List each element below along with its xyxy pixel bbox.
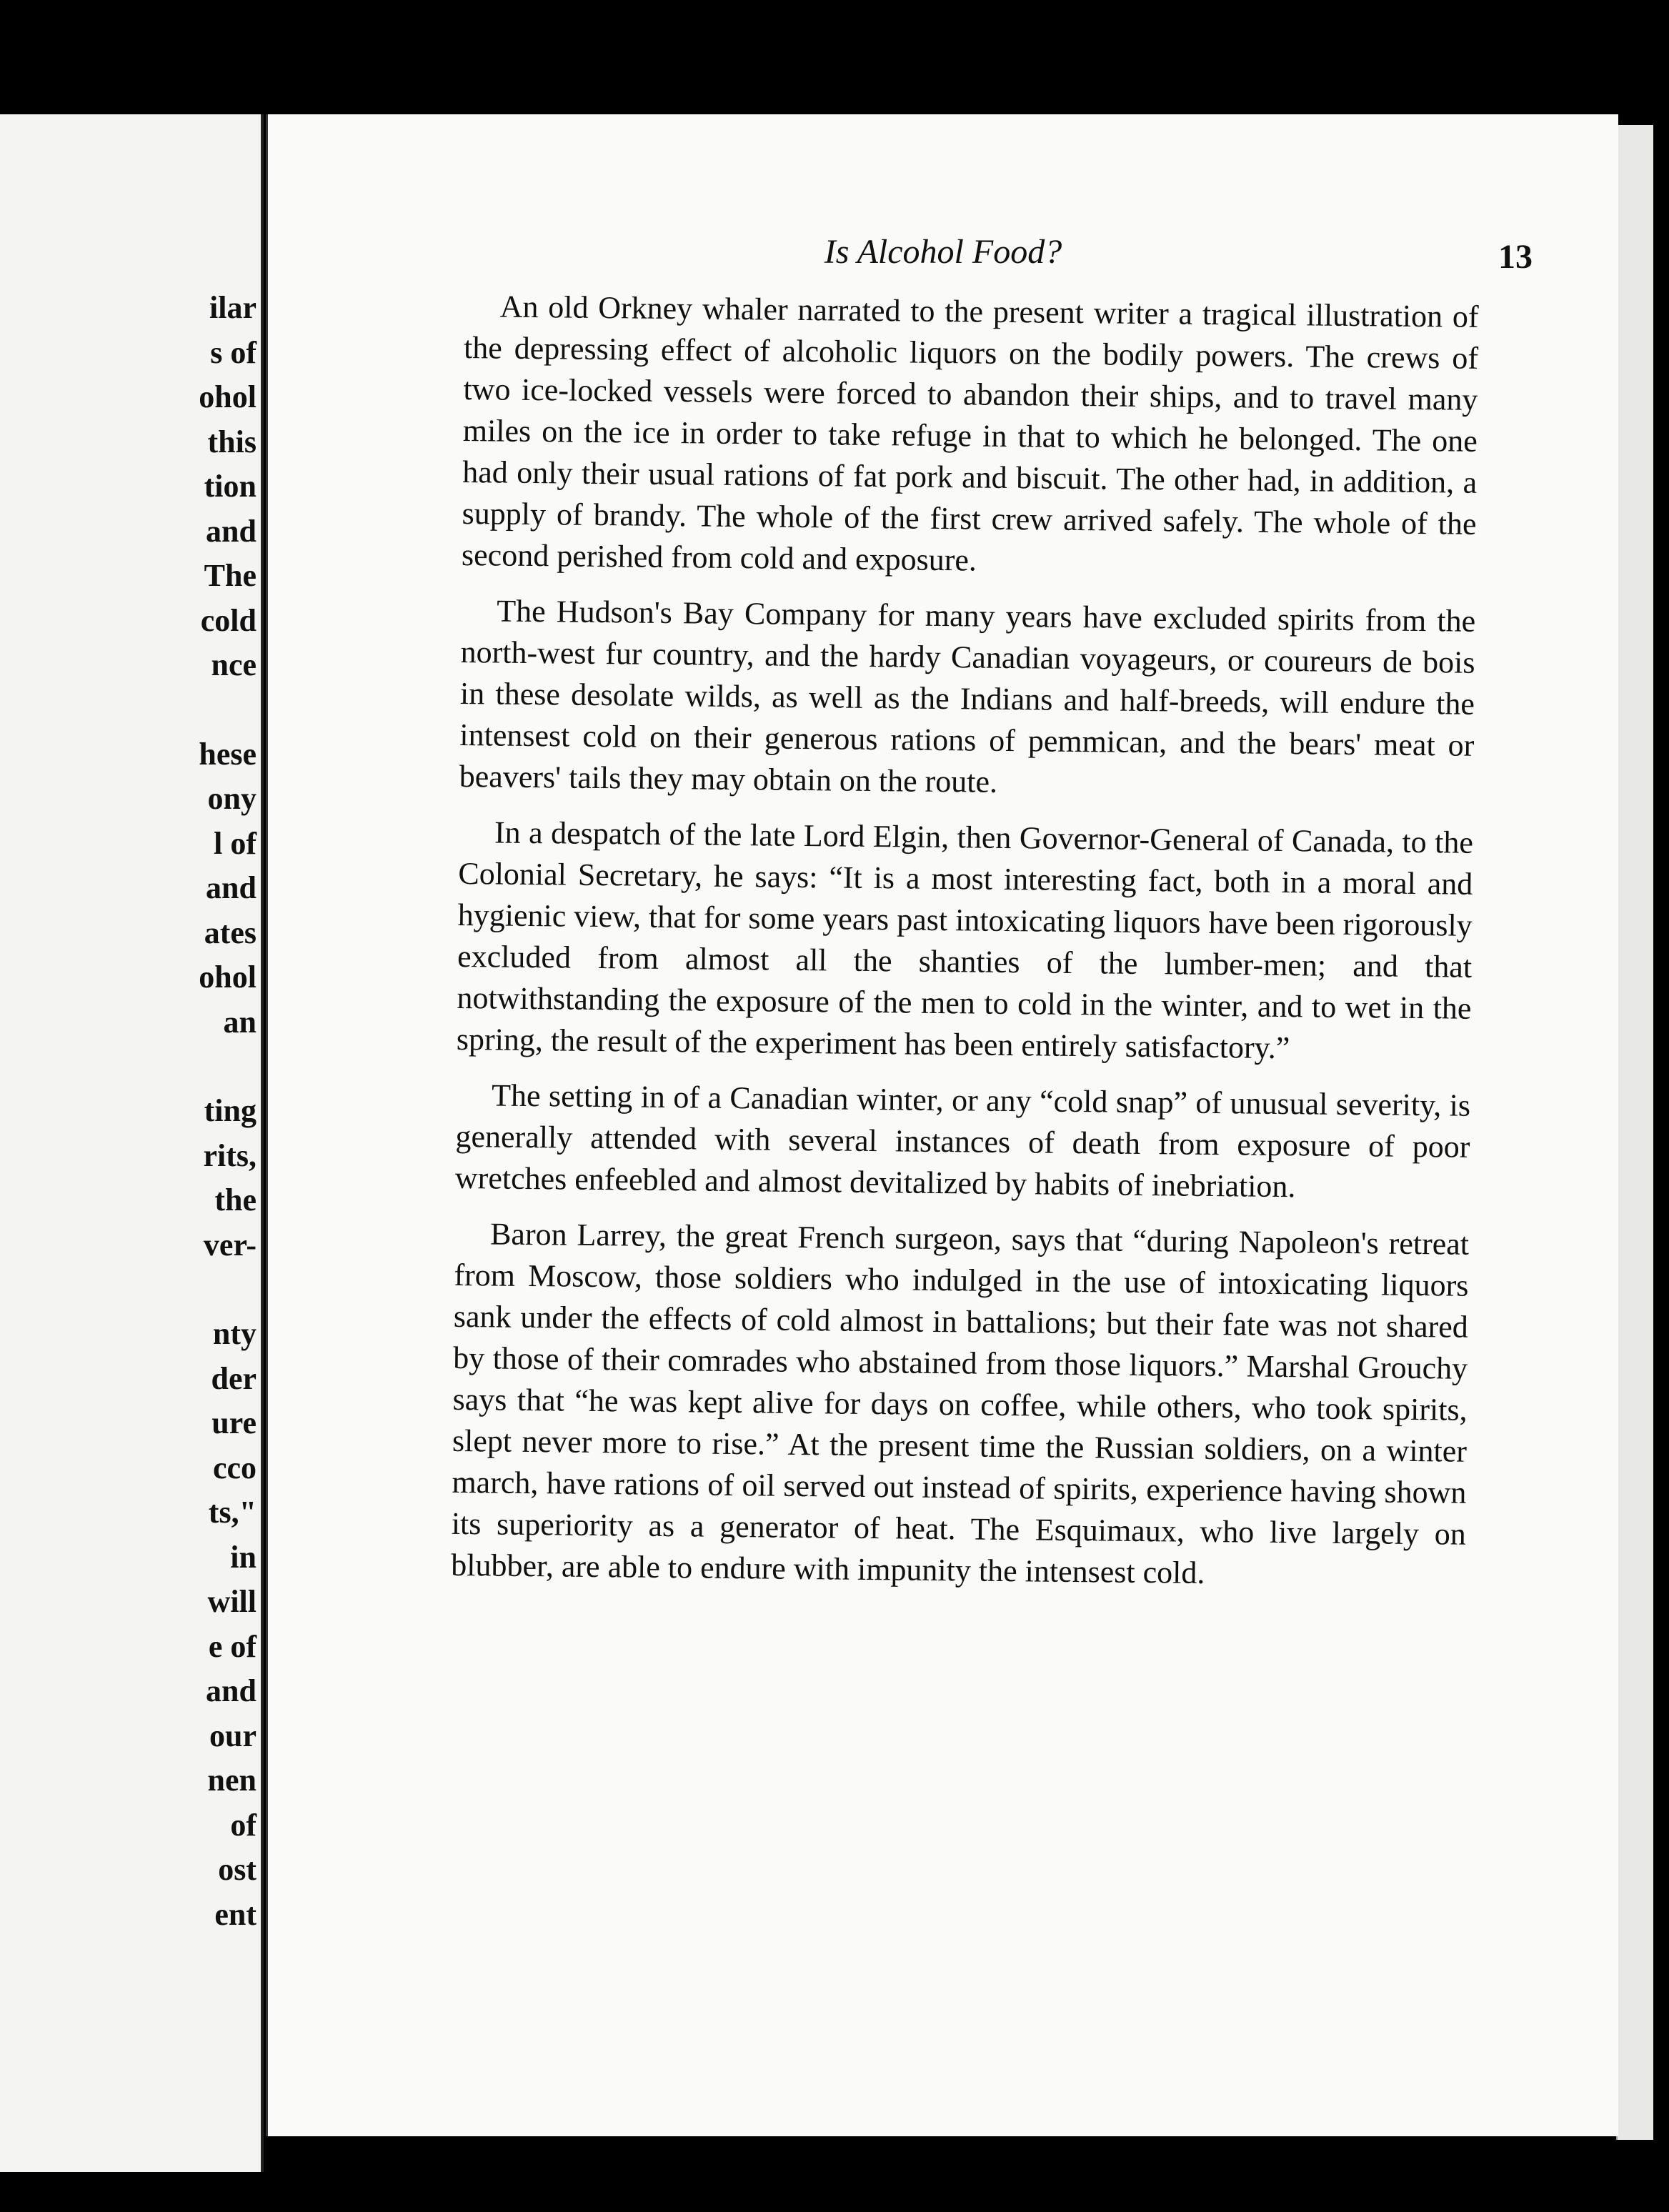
- facing-line-fragment: nen: [207, 1763, 256, 1798]
- facing-line-fragment: in: [230, 1539, 256, 1575]
- facing-line-fragment: cco: [212, 1450, 256, 1485]
- paragraph: The setting in of a Canadian winter, or any “cold snap” of unusual severity, is generally attended with several instances of death from exposure of poor wretches enfeebled and almost devitalized by habits of inebriation.: [454, 1077, 1471, 1205]
- running-head: Is Alcohol Food?: [824, 233, 1062, 271]
- facing-line-fragment: ts,": [208, 1495, 256, 1530]
- facing-line-fragment: our: [209, 1718, 256, 1753]
- facing-line-fragment: ony: [207, 781, 256, 816]
- facing-line-fragment: cold: [200, 602, 256, 638]
- facing-line-fragment: s of: [210, 334, 256, 370]
- facing-line-fragment: der: [211, 1360, 256, 1396]
- facing-line-fragment: will: [207, 1584, 256, 1619]
- facing-line-fragment: and: [206, 1673, 256, 1708]
- facing-line-fragment: ent: [214, 1896, 256, 1932]
- facing-line-fragment: rits,: [203, 1137, 256, 1173]
- facing-line-fragment: ilar: [209, 290, 256, 325]
- facing-page: [0, 114, 264, 2172]
- facing-line-fragment: and: [206, 870, 256, 905]
- paragraph: Baron Larrey, the great French surgeon, says that “during Napoleon's retreat from Moscow, those soldiers who indulged in the use of intoxicating liquors sank under the effects of cold almost in battalions; but their fate was not shared by those of their comrades who abstained from those liquors.” Marshal Grouchy says that “he was kept alive for days on coffee, while others, who took spirits, slept never more to rise.” At the present time the Russian soldiers, on a winter march, have rations of oil served out instead of spirits, experience having shown its superiority as a generator of heat. The Esquimaux, who live largely on blubber, are able to endure with impunity the intensest cold.: [450, 1216, 1470, 1590]
- facing-page-text: [85, 286, 256, 1937]
- facing-line-fragment: an: [223, 1004, 256, 1040]
- facing-line-fragment: ost: [218, 1852, 256, 1887]
- facing-line-fragment: ver-: [203, 1227, 256, 1262]
- facing-line-fragment: nty: [212, 1316, 256, 1351]
- facing-line-fragment: l of: [214, 825, 256, 861]
- facing-line-fragment: e of: [208, 1628, 256, 1664]
- facing-line-fragment: [85, 688, 256, 732]
- book-page: [266, 114, 1618, 2136]
- facing-line-fragment: hese: [199, 736, 256, 772]
- facing-line-fragment: ting: [204, 1093, 256, 1128]
- facing-line-fragment: the: [214, 1182, 256, 1217]
- facing-line-fragment: tion: [204, 469, 256, 504]
- paragraph: In a despatch of the late Lord Elgin, then Governor-General of Canada, to the Colonial Secretary, he says: “It is a most interesting fact, both in a moral and hygienic view, that for some years past intoxicating liquors have been rigorously excluded from almost all the shanties of the lumber-men; and that notwithstanding the exposure of the men to cold in the winter, and to wet in the spring, the result of the experiment has been entirely satisfactory.”: [456, 814, 1474, 1066]
- facing-line-fragment: The: [204, 558, 256, 593]
- facing-line-fragment: and: [206, 513, 256, 549]
- facing-line-fragment: ates: [204, 915, 256, 950]
- facing-line-fragment: [85, 1267, 256, 1312]
- facing-line-fragment: ohol: [199, 960, 256, 995]
- body-text: [451, 286, 1479, 1611]
- facing-line-fragment: nce: [211, 647, 256, 682]
- facing-line-fragment: ohol: [199, 379, 256, 414]
- paragraph: The Hudson's Bay Company for many years have excluded spirits from the north-west fur country, and the hardy Canadian voyageurs, or coureurs de bois in these desolate wilds, as well as the Indians and half-breeds, will endure the intensest cold on their generous rations of pemmican, and the bears' meat or beavers' tails they may obtain on the route.: [459, 593, 1476, 799]
- page-number: 13: [1498, 238, 1533, 276]
- facing-line-fragment: this: [207, 424, 256, 459]
- page-edge: [1616, 125, 1653, 2140]
- paragraph: An old Orkney whaler narrated to the present writer a tragical illustration of the depressing effect of alcoholic liquors on the bodily powers. The crews of two ice-locked vessels were forced to abandon their ships, and to travel many miles on the ice in order to take refuge in that to which he belonged. The one had only their usual rations of fat pork and biscuit. The other had, in addition, a supply of brandy. The whole of the first crew arrived safely. The whole of the second perished from cold and exposure.: [461, 289, 1479, 578]
- facing-line-fragment: of: [230, 1807, 256, 1843]
- facing-line-fragment: ure: [211, 1405, 256, 1440]
- facing-line-fragment: [85, 1045, 256, 1089]
